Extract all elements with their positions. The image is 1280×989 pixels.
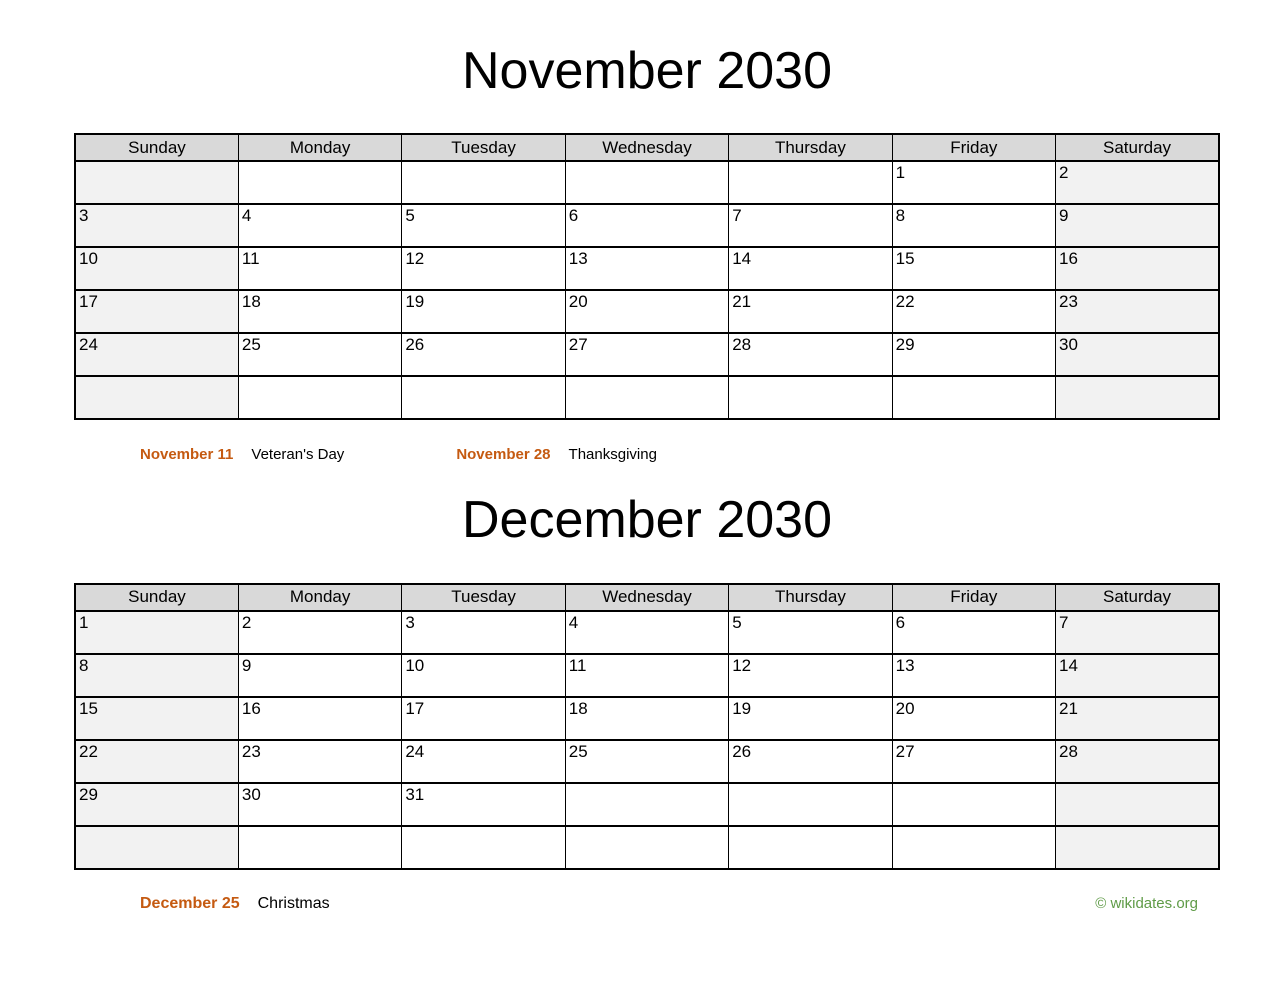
december-calendar: [74, 583, 1220, 870]
day-cell: 13: [565, 247, 728, 290]
holiday-item: [140, 446, 344, 463]
day-cell: 12: [729, 654, 892, 697]
day-cell: 20: [892, 697, 1055, 740]
calendar-week-row: [75, 826, 1219, 869]
day-cell: 23: [1056, 290, 1219, 333]
day-cell: 23: [238, 740, 401, 783]
day-cell: 10: [402, 654, 565, 697]
day-cell: 26: [729, 740, 892, 783]
weekday-header: Saturday: [1056, 134, 1219, 161]
empty-day-cell: [565, 161, 728, 204]
weekday-header: Tuesday: [402, 584, 565, 611]
weekday-row: [75, 584, 1219, 611]
weekday-header: Thursday: [729, 134, 892, 161]
weekday-header: Tuesday: [402, 134, 565, 161]
day-cell: 9: [1056, 204, 1219, 247]
weekday-header: Monday: [238, 134, 401, 161]
weekday-header: Thursday: [729, 584, 892, 611]
december-grid: [75, 611, 1219, 869]
weekday-header: Friday: [892, 134, 1055, 161]
calendar-week-row: [75, 654, 1219, 697]
day-cell: 16: [238, 697, 401, 740]
holiday-date: November 28: [456, 446, 551, 464]
empty-day-cell: [729, 376, 892, 419]
november-calendar: [74, 133, 1220, 420]
empty-day-cell: [402, 161, 565, 204]
november-weekday-header-row: [75, 134, 1219, 161]
day-cell: 17: [402, 697, 565, 740]
wikidates-copyright-link[interactable]: © wikidates.org: [1095, 894, 1198, 912]
calendar-week-row: [75, 697, 1219, 740]
calendar-week-row: [75, 783, 1219, 826]
holiday-item: [140, 895, 330, 913]
empty-day-cell: [1056, 376, 1219, 419]
day-cell: 19: [729, 697, 892, 740]
empty-day-cell: [729, 826, 892, 869]
day-cell: 4: [238, 204, 401, 247]
day-cell: 3: [75, 204, 238, 247]
weekday-header: Wednesday: [565, 584, 728, 611]
day-cell: 14: [1056, 654, 1219, 697]
day-cell: 28: [729, 333, 892, 376]
holiday-name: Thanksgiving: [568, 446, 657, 464]
day-cell: 30: [238, 783, 401, 826]
day-cell: 27: [892, 740, 1055, 783]
day-cell: 24: [402, 740, 565, 783]
empty-day-cell: [1056, 783, 1219, 826]
day-cell: 7: [1056, 611, 1219, 654]
holiday-name: Christmas: [257, 894, 330, 912]
day-cell: 20: [565, 290, 728, 333]
weekday-header: Wednesday: [565, 134, 728, 161]
empty-day-cell: [565, 376, 728, 419]
day-cell: 15: [892, 247, 1055, 290]
day-cell: 11: [565, 654, 728, 697]
holiday-name: Veteran's Day: [251, 446, 345, 464]
day-cell: 5: [729, 611, 892, 654]
december-title: December 2030: [462, 491, 832, 550]
day-cell: 25: [238, 333, 401, 376]
day-cell: 18: [565, 697, 728, 740]
weekday-header: Saturday: [1056, 584, 1219, 611]
november-title: November 2030: [462, 42, 832, 100]
empty-day-cell: [75, 161, 238, 204]
empty-day-cell: [402, 376, 565, 419]
empty-day-cell: [238, 376, 401, 419]
day-cell: 8: [75, 654, 238, 697]
weekday-header: Friday: [892, 584, 1055, 611]
empty-day-cell: [75, 826, 238, 869]
day-cell: 15: [75, 697, 238, 740]
calendar-week-row: [75, 290, 1219, 333]
day-cell: 29: [892, 333, 1055, 376]
calendar-week-row: [75, 204, 1219, 247]
holiday-item: [456, 446, 657, 463]
weekday-header: Sunday: [75, 134, 238, 161]
empty-day-cell: [75, 376, 238, 419]
november-holidays: [140, 446, 1220, 463]
day-cell: 14: [729, 247, 892, 290]
holiday-date: December 25: [140, 894, 240, 912]
day-cell: 16: [1056, 247, 1219, 290]
holiday-date: November 11: [140, 446, 234, 464]
day-cell: 10: [75, 247, 238, 290]
empty-day-cell: [729, 783, 892, 826]
day-cell: 6: [892, 611, 1055, 654]
empty-day-cell: [892, 826, 1055, 869]
day-cell: 11: [238, 247, 401, 290]
weekday-row: [75, 134, 1219, 161]
november-grid: [75, 161, 1219, 419]
weekday-header: Monday: [238, 584, 401, 611]
empty-day-cell: [238, 161, 401, 204]
december-weekday-header-row: [75, 584, 1219, 611]
day-cell: 19: [402, 290, 565, 333]
day-cell: 22: [75, 740, 238, 783]
calendar-week-row: [75, 333, 1219, 376]
empty-day-cell: [402, 826, 565, 869]
day-cell: 5: [402, 204, 565, 247]
footer: [74, 895, 1220, 913]
day-cell: 1: [892, 161, 1055, 204]
day-cell: 8: [892, 204, 1055, 247]
day-cell: 22: [892, 290, 1055, 333]
day-cell: 26: [402, 333, 565, 376]
day-cell: 29: [75, 783, 238, 826]
calendar-week-row: [75, 247, 1219, 290]
calendar-week-row: [75, 740, 1219, 783]
empty-day-cell: [729, 161, 892, 204]
day-cell: 1: [75, 611, 238, 654]
empty-day-cell: [238, 826, 401, 869]
day-cell: 27: [565, 333, 728, 376]
day-cell: 21: [1056, 697, 1219, 740]
day-cell: 4: [565, 611, 728, 654]
calendar-week-row: [75, 161, 1219, 204]
day-cell: 6: [565, 204, 728, 247]
empty-day-cell: [565, 783, 728, 826]
day-cell: 17: [75, 290, 238, 333]
day-cell: 30: [1056, 333, 1219, 376]
weekday-header: Sunday: [75, 584, 238, 611]
day-cell: 28: [1056, 740, 1219, 783]
day-cell: 2: [1056, 161, 1219, 204]
day-cell: 3: [402, 611, 565, 654]
calendar-week-row: [75, 376, 1219, 419]
day-cell: 21: [729, 290, 892, 333]
calendar-page: [74, 0, 1220, 913]
day-cell: 7: [729, 204, 892, 247]
day-cell: 2: [238, 611, 401, 654]
day-cell: 9: [238, 654, 401, 697]
day-cell: 25: [565, 740, 728, 783]
empty-day-cell: [892, 376, 1055, 419]
empty-day-cell: [1056, 826, 1219, 869]
day-cell: 24: [75, 333, 238, 376]
day-cell: 31: [402, 783, 565, 826]
day-cell: 12: [402, 247, 565, 290]
empty-day-cell: [892, 783, 1055, 826]
day-cell: 13: [892, 654, 1055, 697]
day-cell: 18: [238, 290, 401, 333]
calendar-week-row: [75, 611, 1219, 654]
empty-day-cell: [565, 826, 728, 869]
